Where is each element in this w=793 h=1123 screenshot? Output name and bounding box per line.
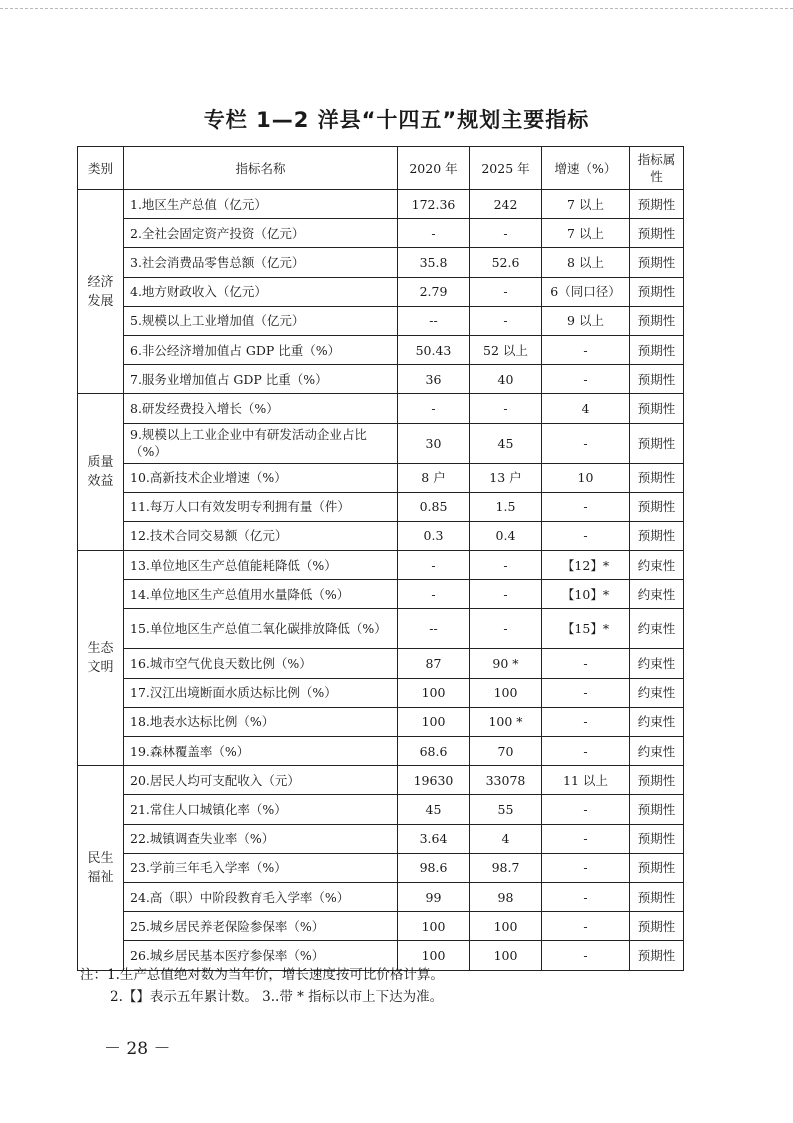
attribute-cell: 预期性 [630, 463, 684, 492]
table-row [78, 365, 684, 394]
value-2025-cell: 100 [470, 678, 542, 707]
table-row [78, 824, 684, 853]
attribute-cell: 约束性 [630, 737, 684, 766]
growth-cell: 11 以上 [542, 766, 630, 795]
value-2025-cell: 90 * [470, 649, 542, 678]
growth-cell: - [542, 707, 630, 736]
value-2020-cell: -- [398, 609, 470, 649]
indicator-name-cell: 7.服务业增加值占 GDP 比重（%） [124, 365, 398, 394]
value-2025-cell: 100 [470, 912, 542, 941]
growth-cell: 【10】* [542, 580, 630, 609]
indicator-name-cell: 11.每万人口有效发明专利拥有量（件） [124, 492, 398, 521]
indicator-name-cell: 24.高（职）中阶段教育毛入学率（%） [124, 882, 398, 911]
value-2025-cell: - [470, 609, 542, 649]
table-row [78, 423, 684, 463]
table-row [78, 580, 684, 609]
value-2025-cell: 98 [470, 882, 542, 911]
indicator-table [77, 146, 684, 971]
value-2025-cell: - [470, 394, 542, 423]
attribute-cell: 约束性 [630, 609, 684, 649]
indicator-name-cell: 22.城镇调查失业率（%） [124, 824, 398, 853]
indicator-name-cell: 21.常住人口城镇化率（%） [124, 795, 398, 824]
growth-cell: - [542, 492, 630, 521]
table-header-row [78, 147, 684, 190]
table-body [78, 190, 684, 971]
table-row [78, 766, 684, 795]
table-row [78, 190, 684, 219]
attribute-cell: 预期性 [630, 853, 684, 882]
indicator-name-cell: 1.地区生产总值（亿元） [124, 190, 398, 219]
header-indicator-name: 指标名称 [124, 147, 398, 190]
value-2020-cell: 99 [398, 882, 470, 911]
category-cell: 生态文明 [78, 551, 124, 766]
table-row [78, 737, 684, 766]
table-row [78, 394, 684, 423]
growth-cell: - [542, 912, 630, 941]
value-2020-cell: 98.6 [398, 853, 470, 882]
value-2025-cell: - [470, 277, 542, 306]
attribute-cell: 预期性 [630, 365, 684, 394]
table-row [78, 609, 684, 649]
attribute-cell: 预期性 [630, 912, 684, 941]
growth-cell: 7 以上 [542, 219, 630, 248]
table-row [78, 707, 684, 736]
attribute-cell: 预期性 [630, 277, 684, 306]
category-cell: 经济发展 [78, 190, 124, 394]
indicator-name-cell: 6.非公经济增加值占 GDP 比重（%） [124, 335, 398, 364]
value-2020-cell: 100 [398, 912, 470, 941]
attribute-cell: 预期性 [630, 766, 684, 795]
growth-cell: 10 [542, 463, 630, 492]
value-2020-cell: 36 [398, 365, 470, 394]
header-category: 类别 [78, 147, 124, 190]
growth-cell: - [542, 882, 630, 911]
value-2020-cell: 3.64 [398, 824, 470, 853]
table-row [78, 306, 684, 335]
table-row [78, 463, 684, 492]
indicator-name-cell: 8.研发经费投入增长（%） [124, 394, 398, 423]
indicator-name-cell: 3.社会消费品零售总额（亿元） [124, 248, 398, 277]
indicator-name-cell: 4.地方财政收入（亿元） [124, 277, 398, 306]
value-2025-cell: 52 以上 [470, 335, 542, 364]
value-2025-cell: 100 [470, 941, 542, 970]
value-2025-cell: 70 [470, 737, 542, 766]
indicator-name-cell: 14.单位地区生产总值用水量降低（%） [124, 580, 398, 609]
attribute-cell: 预期性 [630, 423, 684, 463]
growth-cell: 【12】* [542, 551, 630, 580]
growth-cell: - [542, 678, 630, 707]
value-2020-cell: 50.43 [398, 335, 470, 364]
growth-cell: 4 [542, 394, 630, 423]
value-2020-cell: 68.6 [398, 737, 470, 766]
growth-cell: - [542, 795, 630, 824]
table-row [78, 492, 684, 521]
value-2020-cell: - [398, 551, 470, 580]
value-2020-cell: 100 [398, 941, 470, 970]
value-2025-cell: 1.5 [470, 492, 542, 521]
indicator-name-cell: 5.规模以上工业增加值（亿元） [124, 306, 398, 335]
attribute-cell: 预期性 [630, 219, 684, 248]
header-2025: 2025 年 [470, 147, 542, 190]
top-border-line [0, 8, 793, 9]
value-2025-cell: - [470, 551, 542, 580]
table-row [78, 853, 684, 882]
value-2020-cell: 8 户 [398, 463, 470, 492]
table-row [78, 795, 684, 824]
attribute-cell: 预期性 [630, 795, 684, 824]
attribute-cell: 约束性 [630, 649, 684, 678]
value-2025-cell: 33078 [470, 766, 542, 795]
value-2025-cell: 52.6 [470, 248, 542, 277]
indicator-name-cell: 13.单位地区生产总值能耗降低（%） [124, 551, 398, 580]
value-2025-cell: 242 [470, 190, 542, 219]
indicator-name-cell: 26.城乡居民基本医疗参保率（%） [124, 941, 398, 970]
growth-cell: 6（同口径） [542, 277, 630, 306]
header-growth: 增速（%） [542, 147, 630, 190]
attribute-cell: 约束性 [630, 580, 684, 609]
attribute-cell: 约束性 [630, 678, 684, 707]
header-attribute: 指标属性 [630, 147, 684, 190]
footnotes [80, 964, 444, 1008]
indicator-name-cell: 9.规模以上工业企业中有研发活动企业占比（%） [124, 423, 398, 463]
attribute-cell: 约束性 [630, 707, 684, 736]
category-cell: 质量效益 [78, 394, 124, 551]
attribute-cell: 预期性 [630, 521, 684, 550]
value-2020-cell: 100 [398, 678, 470, 707]
page-number: － 28 － [104, 1039, 171, 1059]
attribute-cell: 预期性 [630, 492, 684, 521]
indicator-name-cell: 17.汉江出境断面水质达标比例（%） [124, 678, 398, 707]
indicator-name-cell: 18.地表水达标比例（%） [124, 707, 398, 736]
header-2020: 2020 年 [398, 147, 470, 190]
table-row [78, 248, 684, 277]
indicator-name-cell: 25.城乡居民养老保险参保率（%） [124, 912, 398, 941]
value-2020-cell: 19630 [398, 766, 470, 795]
value-2025-cell: - [470, 306, 542, 335]
value-2025-cell: 4 [470, 824, 542, 853]
growth-cell: 9 以上 [542, 306, 630, 335]
category-cell: 民生福祉 [78, 766, 124, 970]
table-row [78, 912, 684, 941]
value-2025-cell: 40 [470, 365, 542, 394]
growth-cell: - [542, 335, 630, 364]
value-2025-cell: 45 [470, 423, 542, 463]
table-row [78, 882, 684, 911]
attribute-cell: 预期性 [630, 882, 684, 911]
footnote-line-2: 2.【】表示五年累计数。 3..带 * 指标以市上下达为准。 [110, 989, 444, 1005]
table-row [78, 335, 684, 364]
value-2020-cell: 30 [398, 423, 470, 463]
growth-cell: 【15】* [542, 609, 630, 649]
indicator-name-cell: 16.城市空气优良天数比例（%） [124, 649, 398, 678]
growth-cell: - [542, 365, 630, 394]
value-2025-cell: 13 户 [470, 463, 542, 492]
value-2020-cell: - [398, 580, 470, 609]
attribute-cell: 预期性 [630, 335, 684, 364]
value-2025-cell: 98.7 [470, 853, 542, 882]
attribute-cell: 预期性 [630, 941, 684, 970]
value-2025-cell: 55 [470, 795, 542, 824]
value-2020-cell: 100 [398, 707, 470, 736]
value-2020-cell: 87 [398, 649, 470, 678]
value-2020-cell: 45 [398, 795, 470, 824]
table-row [78, 219, 684, 248]
attribute-cell: 约束性 [630, 551, 684, 580]
value-2020-cell: -- [398, 306, 470, 335]
growth-cell: 7 以上 [542, 190, 630, 219]
table-row [78, 277, 684, 306]
table-row [78, 678, 684, 707]
table-row [78, 551, 684, 580]
attribute-cell: 预期性 [630, 394, 684, 423]
value-2020-cell: 2.79 [398, 277, 470, 306]
growth-cell: 8 以上 [542, 248, 630, 277]
indicator-name-cell: 23.学前三年毛入学率（%） [124, 853, 398, 882]
attribute-cell: 预期性 [630, 248, 684, 277]
attribute-cell: 预期性 [630, 824, 684, 853]
indicator-name-cell: 12.技术合同交易额（亿元） [124, 521, 398, 550]
growth-cell: - [542, 941, 630, 970]
growth-cell: - [542, 824, 630, 853]
page-title: 专栏 1—2 洋县“十四五”规划主要指标 [203, 108, 590, 132]
footnote-line-1: 注：1.生产总值绝对数为当年价，增长速度按可比价格计算。 [80, 967, 444, 983]
growth-cell: - [542, 737, 630, 766]
table-row [78, 521, 684, 550]
table-row [78, 649, 684, 678]
indicator-name-cell: 19.森林覆盖率（%） [124, 737, 398, 766]
growth-cell: - [542, 521, 630, 550]
value-2020-cell: 172.36 [398, 190, 470, 219]
indicator-name-cell: 20.居民人均可支配收入（元） [124, 766, 398, 795]
value-2025-cell: - [470, 580, 542, 609]
value-2025-cell: 0.4 [470, 521, 542, 550]
value-2020-cell: 0.85 [398, 492, 470, 521]
growth-cell: - [542, 649, 630, 678]
value-2020-cell: 0.3 [398, 521, 470, 550]
growth-cell: - [542, 423, 630, 463]
indicator-name-cell: 2.全社会固定资产投资（亿元） [124, 219, 398, 248]
value-2025-cell: 100 * [470, 707, 542, 736]
value-2020-cell: 35.8 [398, 248, 470, 277]
value-2020-cell: - [398, 394, 470, 423]
value-2025-cell: - [470, 219, 542, 248]
value-2020-cell: - [398, 219, 470, 248]
indicator-name-cell: 15.单位地区生产总值二氧化碳排放降低（%） [124, 609, 398, 649]
growth-cell: - [542, 853, 630, 882]
attribute-cell: 预期性 [630, 190, 684, 219]
indicator-name-cell: 10.高新技术企业增速（%） [124, 463, 398, 492]
attribute-cell: 预期性 [630, 306, 684, 335]
